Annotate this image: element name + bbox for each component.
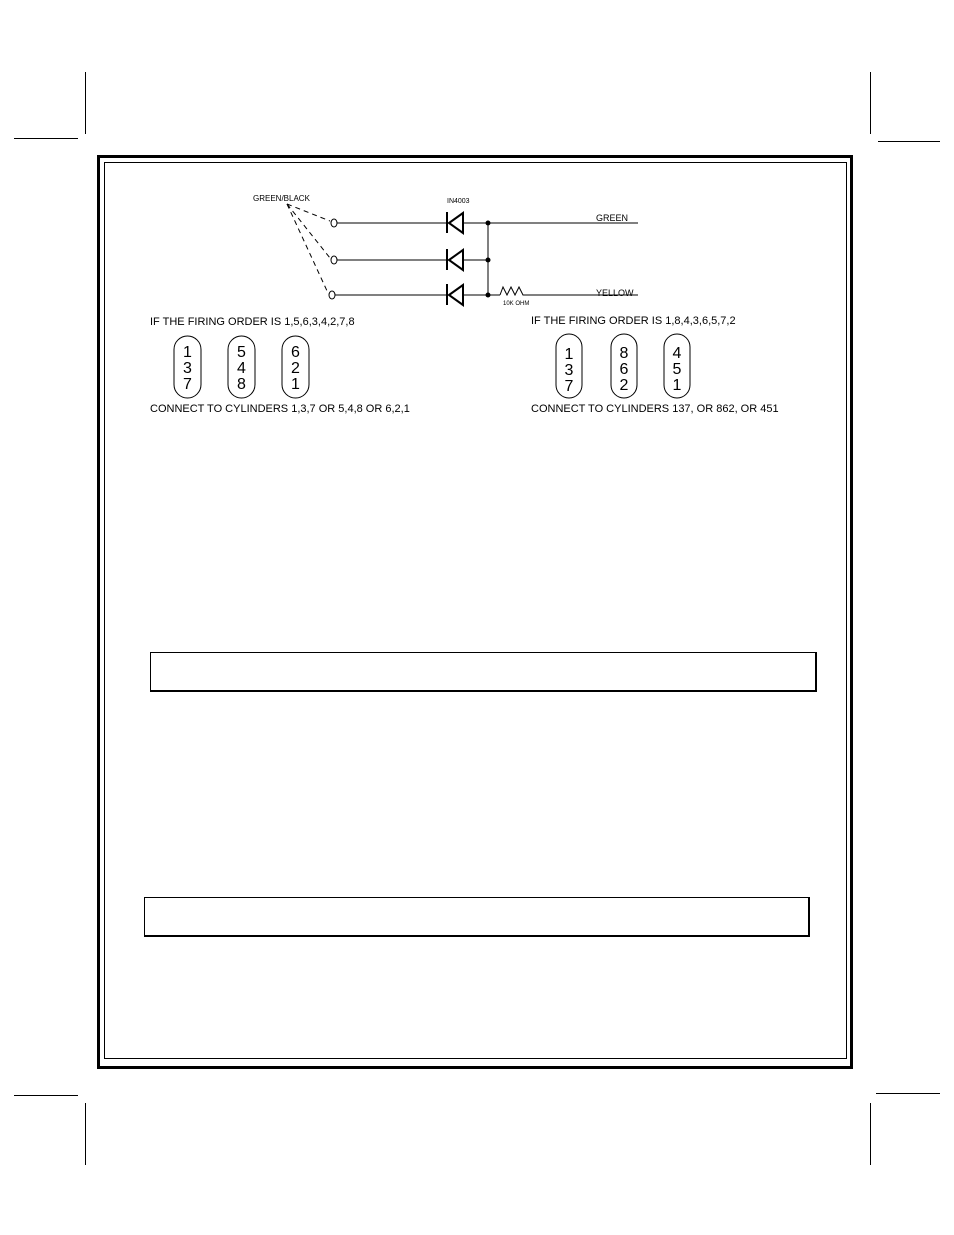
- cylinder-number: 1: [564, 346, 574, 363]
- cylinder-number: 3: [183, 360, 192, 377]
- diode-icon: [447, 212, 463, 233]
- input-wires: [335, 223, 446, 295]
- cylinder-number: 7: [564, 378, 574, 395]
- cylinder-number: 2: [619, 377, 629, 394]
- cylinder-number: 4: [237, 360, 246, 377]
- diode-part-label: IN4003: [447, 198, 470, 205]
- cylinder-number: 2: [291, 360, 300, 377]
- input-wire-label: GREEN/BLACK: [253, 194, 310, 203]
- cylinder-number: 5: [672, 361, 682, 378]
- cylinder-number: 1: [672, 377, 682, 394]
- dashed-connection-lines: [287, 204, 330, 293]
- ring-terminal-1: [331, 219, 337, 227]
- right-firing-order-text: IF THE FIRING ORDER IS 1,8,4,3,6,5,7,2: [531, 315, 736, 327]
- left-cylinder-groups: [174, 336, 309, 398]
- ring-terminals: [329, 219, 337, 299]
- green-output-label: GREEN: [596, 213, 629, 223]
- right-connect-text: CONNECT TO CYLINDERS 137, OR 862, OR 451: [531, 403, 779, 415]
- diode-icon: [447, 249, 463, 270]
- yellow-output-label: YELLOW: [596, 288, 634, 298]
- resistor-icon: [500, 287, 526, 295]
- cylinder-number: 3: [564, 362, 574, 379]
- cylinder-number: 7: [183, 376, 192, 393]
- cylinder-number: 4: [672, 345, 682, 362]
- left-connect-text: CONNECT TO CYLINDERS 1,3,7 OR 5,4,8 OR 6,2,1: [150, 403, 410, 415]
- cylinder-number: 6: [619, 361, 629, 378]
- resistor-label: 10K OHM: [503, 301, 530, 307]
- left-firing-order-text: IF THE FIRING ORDER IS 1,5,6,3,4,2,7,8: [150, 316, 355, 328]
- right-cylinder-groups: [556, 334, 690, 398]
- cylinder-number: 6: [291, 344, 300, 361]
- ring-terminal-2: [331, 256, 337, 264]
- cylinder-number: 8: [619, 345, 629, 362]
- cylinder-number: 1: [291, 376, 300, 393]
- cylinder-number: 8: [237, 376, 246, 393]
- cylinder-number: 1: [183, 344, 192, 361]
- cylinder-number: 5: [237, 344, 246, 361]
- ring-terminal-3: [329, 291, 335, 299]
- diode-icon: [447, 284, 463, 305]
